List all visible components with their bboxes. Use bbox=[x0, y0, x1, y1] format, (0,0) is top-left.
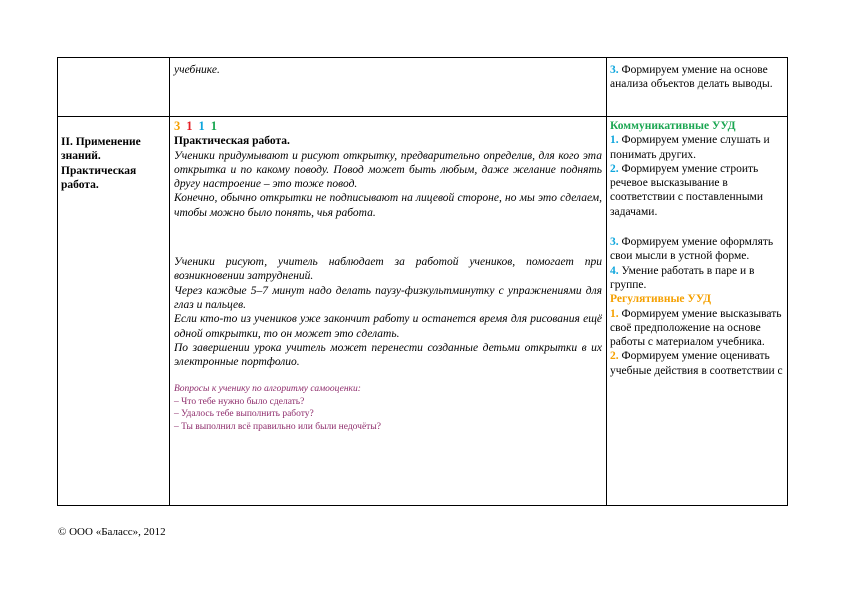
table-border-left bbox=[57, 57, 58, 506]
uud-text: Формируем умение на основе анализа объектов делать выводы. bbox=[610, 64, 773, 91]
number-1: 3 bbox=[174, 119, 181, 133]
uud-item bbox=[610, 307, 784, 350]
question-1: – Что тебе нужно было сделать? bbox=[174, 396, 305, 407]
uud-text: Умение работать в паре и в группе. bbox=[610, 264, 755, 291]
uud-text: Формируем умение строить речевое высказывание в соответствии с поставленными задачами. bbox=[610, 162, 763, 218]
uud-cell bbox=[610, 119, 784, 378]
uud-text: Формируем умение высказывать своё предположение на основе работы с материалом учебника. bbox=[610, 307, 782, 349]
uud-number: 2. bbox=[610, 350, 619, 363]
content-cell bbox=[174, 119, 602, 433]
uud-item bbox=[610, 264, 784, 293]
uud-text: Формируем умение слушать и понимать других. bbox=[610, 134, 770, 161]
uud-number: 2. bbox=[610, 162, 619, 175]
difficulty-numbers bbox=[174, 119, 602, 134]
uud-number: 4. bbox=[610, 264, 619, 277]
top-row-right-cell bbox=[610, 63, 782, 92]
communicative-uud-title: Коммуникативные УУД bbox=[610, 120, 736, 132]
lesson-table bbox=[57, 57, 788, 506]
content-paragraph-4: Через каждые 5–7 минут надо делать паузу-физкультминутку с упражнениями для глаз и пальцев. bbox=[174, 284, 602, 311]
copyright-footer: © ООО «Баласс», 2012 bbox=[58, 526, 166, 538]
questions-title: Вопросы к ученику по алгоритму самооценки: bbox=[174, 384, 361, 395]
content-title: Практическая работа. bbox=[174, 135, 290, 148]
number-3: 1 bbox=[198, 119, 205, 133]
uud-number: 3. bbox=[610, 236, 619, 249]
table-border-right bbox=[787, 57, 788, 506]
regulatory-uud-title: Регулятивные УУД bbox=[610, 293, 712, 306]
uud-number: 1. bbox=[610, 307, 619, 320]
top-row-middle-text: учебнике. bbox=[174, 64, 220, 76]
number-2: 1 bbox=[186, 119, 193, 133]
table-border-bottom bbox=[57, 505, 788, 506]
uud-item bbox=[610, 235, 784, 264]
number-4: 1 bbox=[210, 119, 217, 133]
question-3: – Ты выполнил всё правильно или были недочёты? bbox=[174, 421, 381, 432]
column-divider-1 bbox=[169, 57, 170, 506]
content-paragraph-5: Если кто-то из учеников уже закончит работу и останется время для рисования ещё одной открытки, то он может это сделать. bbox=[174, 313, 602, 340]
content-paragraph-2: Конечно, обычно открытки не подписывают на лицевой стороне, но мы это сделаем, чтобы можно было понять, чья работа. bbox=[174, 192, 602, 219]
uud-number: 3. bbox=[610, 64, 619, 76]
question-2: – Удалось тебе выполнить работу? bbox=[174, 409, 314, 420]
uud-item bbox=[610, 133, 784, 162]
uud-text: Формируем умение оформлять свои мысли в устной форме. bbox=[610, 236, 774, 263]
content-paragraph-3: Ученики рисуют, учитель наблюдает за работой учеников, помогает при возникновении затруднений. bbox=[174, 256, 602, 283]
uud-text: Формируем умение оценивать учебные действия в соответствии с bbox=[610, 350, 783, 377]
uud-item bbox=[610, 349, 784, 378]
table-border-top bbox=[57, 57, 788, 58]
uud-item bbox=[610, 162, 784, 219]
content-paragraph-1: Ученики придумывают и рисуют открытку, предварительно определив, для кого эта открытка и по какому поводу. Повод может быть любым, даже желание поднять другу настроение – это тоже повод. bbox=[174, 149, 602, 191]
row-divider bbox=[57, 116, 788, 117]
column-divider-2 bbox=[606, 57, 607, 506]
content-paragraph-6: По завершении урока учитель может перенести созданные детьми открытки в их электронные портфолио. bbox=[174, 341, 602, 369]
uud-number: 1. bbox=[610, 134, 619, 147]
stage-label: II. Применение знаний. Практическая работа. bbox=[61, 136, 141, 191]
